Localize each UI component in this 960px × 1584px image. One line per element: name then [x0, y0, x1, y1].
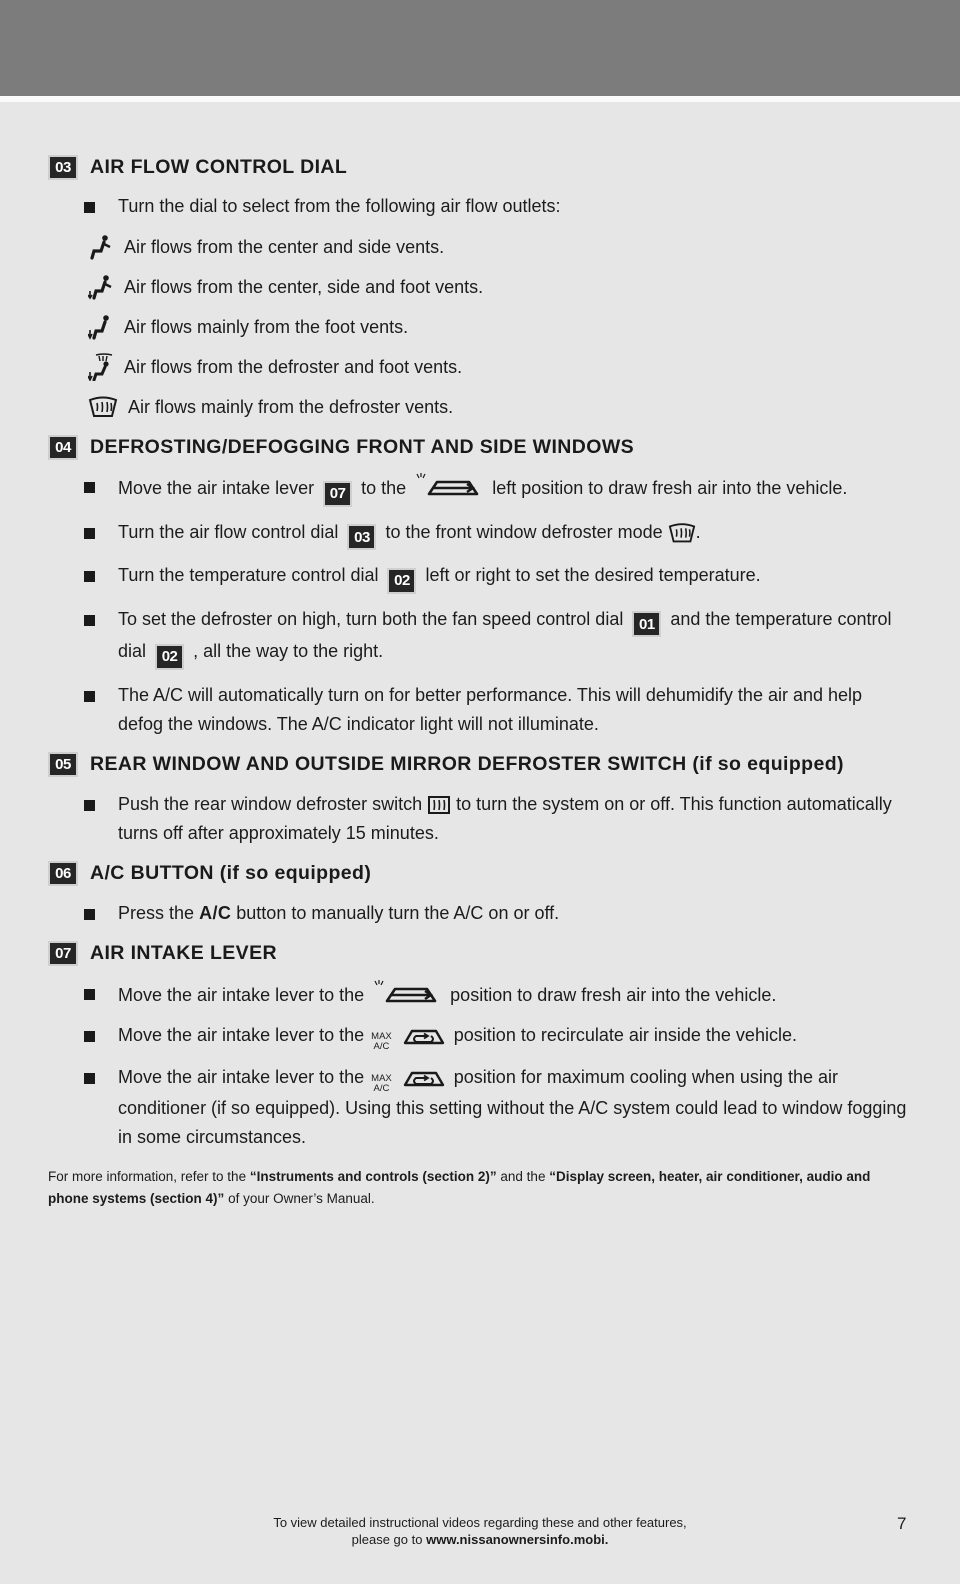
bullet-item: Move the air intake lever to the MAX A/C position to recirculate air inside the vehicle. — [48, 1021, 910, 1052]
defrost-foot-vent-icon — [88, 353, 114, 381]
vent-text: Air flows from the center, side and foot vents. — [124, 276, 484, 297]
recirculate-icon — [399, 1065, 449, 1089]
vent-text: Air flows from the center and side vents. — [124, 236, 445, 257]
section-title: REAR WINDOW AND OUTSIDE MIRROR DEFROSTER SWITCH (if so equipped) — [90, 753, 844, 775]
section-title: AIR INTAKE LEVER — [90, 942, 277, 964]
bullet-item: Turn the dial to select from the following air flow outlets: — [48, 192, 910, 221]
fresh-air-icon — [411, 472, 487, 500]
vent-text: Air flows from the defroster and foot vents. — [124, 356, 463, 377]
bullet-item: Move the air intake lever to the MAX A/C position for maximum cooling when using the air conditioner (if so equipped). Using this setting without the A/C system could lead to window fogging in some circumstances. — [48, 1063, 910, 1152]
inline-badge: 03 — [347, 524, 376, 550]
vent-text: Air flows mainly from the foot vents. — [124, 316, 409, 337]
rear-defroster-icon — [427, 794, 451, 816]
section-title: AIR FLOW CONTROL DIAL — [90, 155, 348, 178]
vent-row-face — [48, 232, 910, 262]
bullet-item: Turn the air flow control dial 03 to the front window defroster mode . — [48, 518, 910, 551]
section-05-heading — [48, 750, 910, 780]
section-badge: 07 — [48, 941, 78, 966]
section-badge: 06 — [48, 861, 78, 886]
vent-row-defrost — [48, 392, 910, 422]
foot-vent-icon — [88, 314, 114, 340]
bullet-item: Push the rear window defroster switch to turn the system on or off. This function automatically turns off after approximately 15 minutes. — [48, 790, 910, 848]
inline-badge: 02 — [387, 568, 416, 594]
section-badge: 03 — [48, 155, 78, 180]
defroster-icon — [88, 396, 118, 418]
section-badge: 05 — [48, 752, 78, 777]
vent-text: Air flows mainly from the defroster vents. — [128, 396, 454, 417]
vent-row-defrost-foot — [48, 352, 910, 382]
footer-url[interactable]: www.nissanownersinfo.mobi. — [426, 1532, 609, 1547]
reference-note: For more information, refer to the “Instruments and controls (section 2)” and the “Display screen, heater, air conditioner, audio and phone systems (section 4)” of your Owner’s Manual. — [48, 1168, 871, 1206]
section-title: DEFROSTING/DEFOGGING FRONT AND SIDE WINDOWS — [90, 435, 635, 458]
page-content — [48, 152, 910, 1210]
max-ac-label: MAX A/C — [371, 1030, 392, 1052]
bullet-item: Press the A/C button to manually turn the A/C on or off. — [48, 899, 910, 928]
header-band — [0, 0, 960, 96]
bullet-item: To set the defroster on high, turn both the fan speed control dial 01 and the temperature control dial 02 , all the way to the right. — [48, 605, 910, 670]
bilevel-vent-icon — [88, 274, 114, 300]
section-06-heading — [48, 859, 910, 889]
vent-row-foot — [48, 312, 910, 342]
vent-row-bilevel — [48, 272, 910, 302]
bullet-item: Move the air intake lever to the position to draw fresh air into the vehicle. — [48, 979, 910, 1010]
bullet-item: Move the air intake lever 07 to the left position to draw fresh air into the vehicle. — [48, 472, 910, 507]
bullet-item: Turn the temperature control dial 02 left or right to set the desired temperature. — [48, 561, 910, 594]
header-rule — [0, 96, 960, 102]
defroster-icon — [668, 522, 696, 544]
section-03-heading — [48, 152, 910, 182]
footer-text: To view detailed instructional videos regarding these and other features, please go to www.nissanownersinfo.mobi. — [273, 1515, 687, 1547]
recirculate-icon — [399, 1023, 449, 1047]
section-07-heading — [48, 939, 910, 969]
inline-badge: 02 — [155, 644, 184, 670]
section-badge: 04 — [48, 435, 78, 460]
inline-badge: 01 — [632, 611, 661, 637]
max-ac-label: MAX A/C — [371, 1072, 392, 1094]
section-04-heading — [48, 432, 910, 462]
bullet-item: The A/C will automatically turn on for better performance. This will dehumidify the air and help defog the windows. The A/C indicator light will not illuminate. — [48, 681, 910, 739]
inline-badge: 07 — [323, 481, 352, 507]
face-vent-icon — [88, 234, 114, 260]
section-title: A/C BUTTON (if so equipped) — [90, 862, 372, 884]
page-number: 7 — [897, 1514, 907, 1533]
fresh-air-icon — [369, 979, 445, 1007]
